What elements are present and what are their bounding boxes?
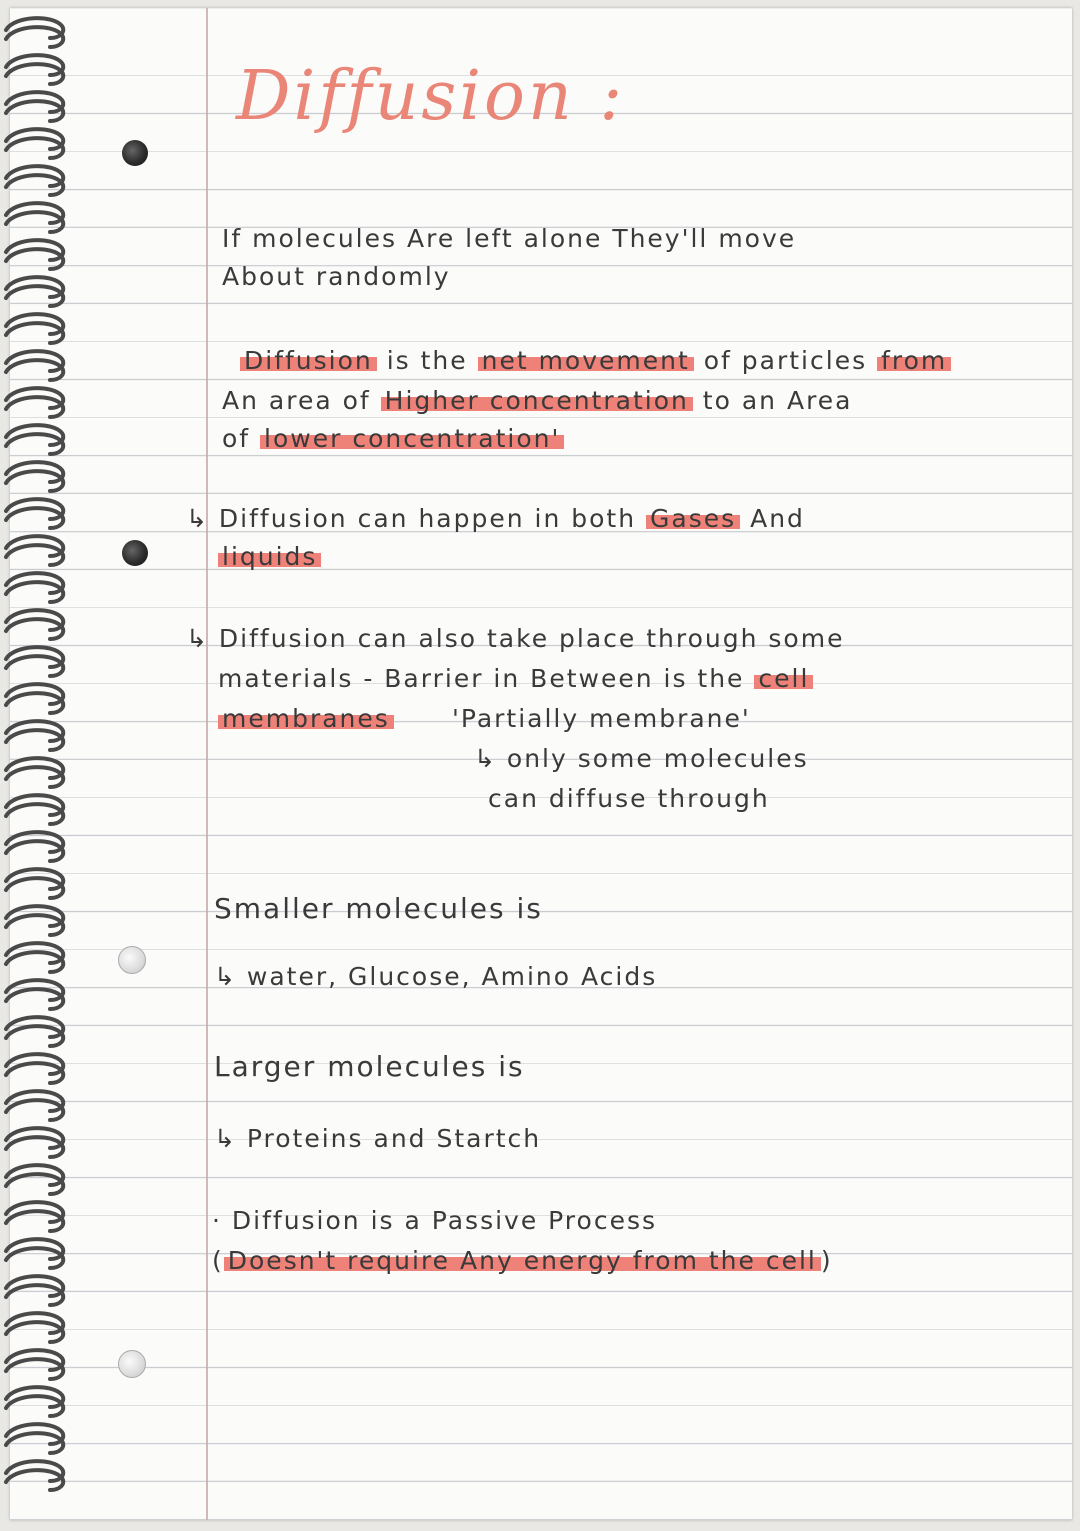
note-line: About randomly xyxy=(222,262,451,291)
note-line: can diffuse through xyxy=(488,784,770,813)
note-line: of lower concentration' xyxy=(222,422,564,456)
note-line xyxy=(218,702,394,736)
highlighted-term: Diffusion xyxy=(240,346,377,375)
note-line: ↳ Diffusion can happen in both Gases And xyxy=(186,504,805,533)
spiral-binding-icon xyxy=(0,0,80,1527)
note-line: ( Doesn't require Any energy from the cell ) xyxy=(212,1246,833,1275)
note-line xyxy=(218,540,321,574)
note-line: Smaller molecules is xyxy=(214,892,543,925)
highlighted-term: liquids xyxy=(218,542,321,571)
highlighted-term: from xyxy=(877,346,951,375)
note-line: ↳ only some molecules xyxy=(474,744,809,773)
highlighted-term: lower concentration' xyxy=(260,424,564,453)
highlighted-term: net movement xyxy=(478,346,694,375)
note-line: An area of Higher concentration to an Area xyxy=(222,386,853,415)
punch-hole-icon xyxy=(118,946,146,974)
note-line: ↳ Diffusion can also take place through some xyxy=(186,624,845,653)
note-line: · Diffusion is a Passive Process xyxy=(212,1206,658,1235)
note-line: materials - Barrier in Between is the cell xyxy=(218,662,813,696)
highlighted-term: Doesn't require Any energy from the cell xyxy=(224,1246,821,1275)
note-line: ↳ water, Glucose, Amino Acids xyxy=(214,962,658,991)
note-line: If molecules Are left alone They'll move xyxy=(222,224,797,253)
punch-hole-icon xyxy=(122,540,148,566)
note-line: 'Partially membrane' xyxy=(452,704,751,733)
highlighted-term: Gases xyxy=(646,504,740,533)
punch-hole-icon xyxy=(122,140,148,166)
highlighted-term: Higher concentration xyxy=(381,386,693,415)
highlighted-term: membranes xyxy=(218,704,394,733)
page-title: Diffusion : xyxy=(236,57,626,136)
highlighted-term: cell xyxy=(754,664,813,693)
punch-hole-icon xyxy=(118,1350,146,1378)
note-line: ↳ Proteins and Startch xyxy=(214,1124,542,1153)
note-line: Larger molecules is xyxy=(214,1050,525,1083)
note-line: Diffusion is the net movement of particles from xyxy=(240,344,951,378)
margin-line xyxy=(206,8,208,1520)
